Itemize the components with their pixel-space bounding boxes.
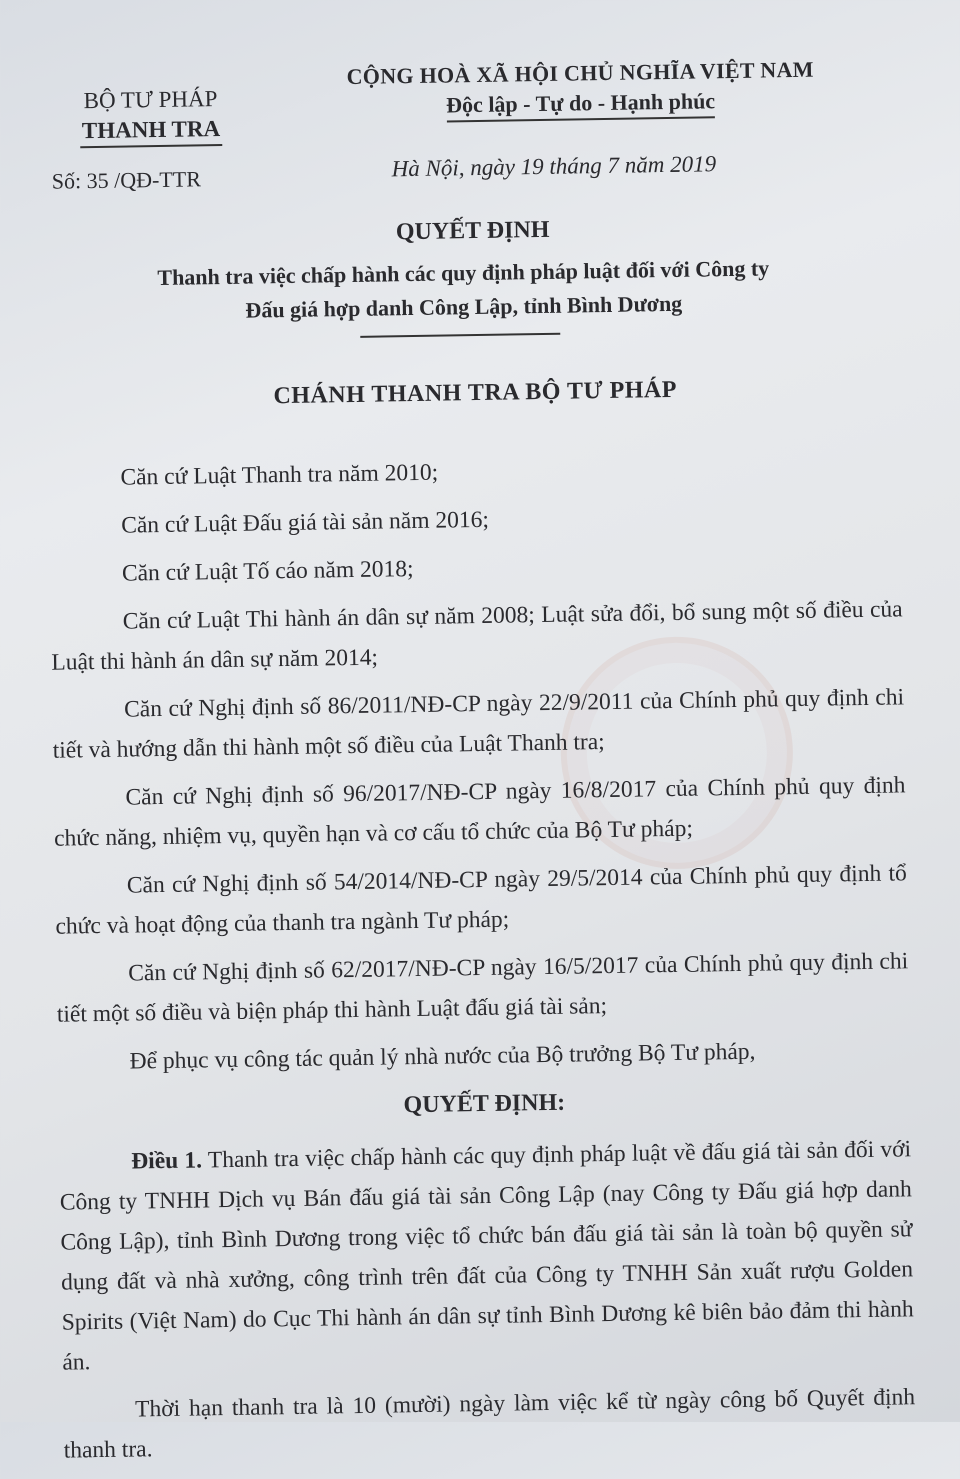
article-1-text: Thanh tra việc chấp hành các quy định pháp luật về đấu giá tài sản đối với Công ty TNHH Dịch vụ Bán đấu giá tài sản Công Lập (nay Công ty Đấu giá hợp danh Công Lập), tỉnh Bình Dương trong việc tổ chức bán đấu giá tài sản là toàn bộ quyền sử dụng đất và nhà xưởng, công trình trên đất của Công ty TNHH Sản xuất rượu Golden Spirits (Việt Nam) do Cục Thi hành án dân sự tỉnh Bình Dương kê biên bảo đảm thi hành án. bbox=[59, 1136, 914, 1376]
subtitle-underline bbox=[360, 333, 560, 338]
inspection-duration: Thời hạn thanh tra là 10 (mười) ngày làm việc kể từ ngày công bố Quyết định thanh tra. bbox=[63, 1384, 916, 1464]
document-subtitle bbox=[73, 250, 854, 330]
national-motto bbox=[320, 56, 841, 124]
basis-item: Để phục vụ công tác quản lý nhà nước của Bộ trưởng Bộ Tư pháp, bbox=[129, 1038, 756, 1075]
basis-item: Căn cứ Nghị định số 62/2017/NĐ-CP ngày 16/5/2017 của Chính phủ quy định chi tiết một số điều và biện pháp thi hành Luật đấu giá tài sản; bbox=[56, 948, 909, 1028]
subtitle-line-1: Thanh tra việc chấp hành các quy định pháp luật đối với Công ty bbox=[157, 255, 770, 291]
subtitle-line-2: Đấu giá hợp danh Công Lập, tỉnh Bình Dương bbox=[245, 290, 683, 323]
decision-heading: QUYẾT ĐỊNH: bbox=[403, 1089, 566, 1119]
basis-item: Căn cứ Luật Thi hành án dân sự năm 2008; Luật sửa đổi, bổ sung một số điều của Luật thi hành án dân sự năm 2014; bbox=[51, 596, 903, 676]
basis-item: Căn cứ Nghị định số 96/2017/NĐ-CP ngày 16/8/2017 của Chính phủ quy định chức năng, nhiệm vụ, quyền hạn và cơ cấu tổ chức của Bộ Tư pháp; bbox=[53, 772, 906, 852]
document-date: Hà Nội, ngày 19 tháng 7 năm 2019 bbox=[391, 151, 717, 182]
document-title: QUYẾT ĐỊNH bbox=[395, 216, 550, 246]
document-body bbox=[48, 445, 916, 1478]
motto: Độc lập - Tự do - Hạnh phúc bbox=[446, 88, 715, 122]
country-name: CỘNG HOÀ XÃ HỘI CHỦ NGHĨA VIỆT NAM bbox=[346, 56, 814, 90]
document-number: Số: 35 /QĐ-TTR bbox=[51, 166, 202, 194]
basis-item: Căn cứ Luật Tố cáo năm 2018; bbox=[121, 556, 414, 587]
basis-item: Căn cứ Luật Đấu giá tài sản năm 2016; bbox=[121, 506, 490, 539]
basis-item: Căn cứ Nghị định số 86/2011/NĐ-CP ngày 22/9/2011 của Chính phủ quy định chi tiết và hướng dẫn thi hành một số điều của Luật Thanh tra; bbox=[52, 684, 905, 764]
article-1-label: Điều 1. bbox=[131, 1147, 203, 1175]
agency-ministry: BỘ TƯ PHÁP bbox=[83, 86, 218, 114]
issuing-authority: CHÁNH THANH TRA BỘ TƯ PHÁP bbox=[273, 376, 678, 410]
article-1 bbox=[59, 1129, 915, 1382]
issuing-agency bbox=[50, 84, 252, 197]
agency-inspectorate: THANH TRA bbox=[80, 114, 223, 148]
basis-item: Căn cứ Nghị định số 54/2014/NĐ-CP ngày 29/5/2014 của Chính phủ quy định tổ chức và hoạt động của thanh tra ngành Tư pháp; bbox=[55, 860, 907, 940]
basis-item: Căn cứ Luật Thanh tra năm 2010; bbox=[120, 459, 439, 491]
